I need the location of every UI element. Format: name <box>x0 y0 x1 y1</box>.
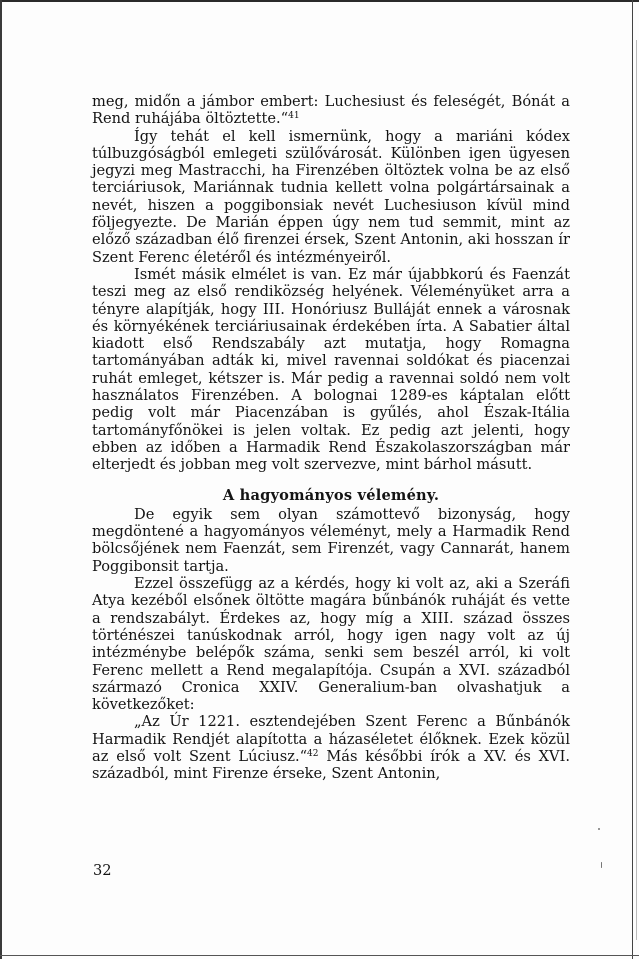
section-heading: A hagyományos vélemény. <box>222 486 440 504</box>
page-edge-left <box>0 0 2 959</box>
paragraph: meg, midőn a jámbor embert: Luchesiust és feleségét, Bónát a Rend ruhájába öltöztette.“$^{41}$ <box>92 93 570 128</box>
scan-speck <box>601 862 602 868</box>
paragraph: Így tehát el kell ismernünk, hogy a mariáni kódex túlbuzgóságból emlegeti szülővárosát. Különben igen ügyesen jegyzi meg Mastracchi, ha Firenzében öltöztek volna be az első terciáriusok, Mariánnak tudnia kellett volna polgártársainak a nevét, hiszen a poggibonsiak nevét Luchesiuson kívül mind följegyezte. De Marián éppen úgy nem tud semmit, mint az előző században élő firenzei érsek, Szent Antonin, aki hosszan ír Szent Ferenc életéről és intézményeiről. <box>92 127 570 266</box>
paragraph: Ezzel összefügg az a kérdés, hogy ki volt az, aki a Szeráfi Atya kezéből elsőnek öltötte magára bűnbánók ruháját és vette a rendszabályt. Érdekes az, hogy míg a XIII. század összes történészei tanúskodnak arról, hogy igen nagy volt az új intézménybe belépők száma, senki sem beszél arról, ki volt Ferenc mellett a Rend megalapítója. Csupán a XVI. századból származó Cronica XXIV. Generalium-ban olvashatjuk a következőket: <box>92 575 570 714</box>
page-edge-bottom <box>0 955 639 956</box>
page-number: 32 <box>93 862 112 879</box>
page-edge-right <box>632 0 633 959</box>
scan-speck <box>598 828 600 830</box>
page-edge-top <box>0 0 639 2</box>
footnote-ref: 42 <box>307 748 319 759</box>
paragraph: De egyik sem olyan számottevő bizonyság, hogy megdöntené a hagyományos véleményt, mely a Harmadik Rend bölcsőjének nem Faenzát, sem Firenzét, vagy Cannarát, hanem Poggibonsit tartja. <box>92 505 570 575</box>
footnote-ref: 41 <box>288 111 300 122</box>
body-text <box>92 93 570 783</box>
paragraph: „Az Úr 1221. esztendejében Szent Ferenc a Bűnbánók Harmadik Rendjét alapította a házaséletet élőknek. Ezek közül az első volt Szent Lúciusz.“$^{42}$ Más későbbi írók a XV. és XVI. századból, mint Firenze érseke, Szent Antonin, <box>92 713 570 783</box>
paragraph: Ismét másik elmélet is van. Ez már újabbkorú és Faenzát teszi meg az első rendiközség helyének. Véleményüket arra a tényre alapítják, hogy III. Honóriusz Bulláját ennek a városnak és környékének terciáriusainak érdekében írta. A Sabatier által kiadott első Rendszabály azt mutatja, hogy Romagna tartományában adták ki, mivel ravennai soldókat és piacenzai ruhát emleget, kétszer is. Már pedig a ravennai soldó nem volt használatos Firenzében. A bolognai 1289-es káptalan előtt pedig volt már Piacenzában is gyűlés, ahol Észak-Itália tartományfőnökei is jelen voltak. Ez pedig azt jelenti, hogy ebben az időben a Harmadik Rend Északolaszországban már elterjedt és jobban meg volt szervezve, mint bárhol másutt. <box>92 265 570 474</box>
page-edge-right-shadow <box>636 40 637 940</box>
